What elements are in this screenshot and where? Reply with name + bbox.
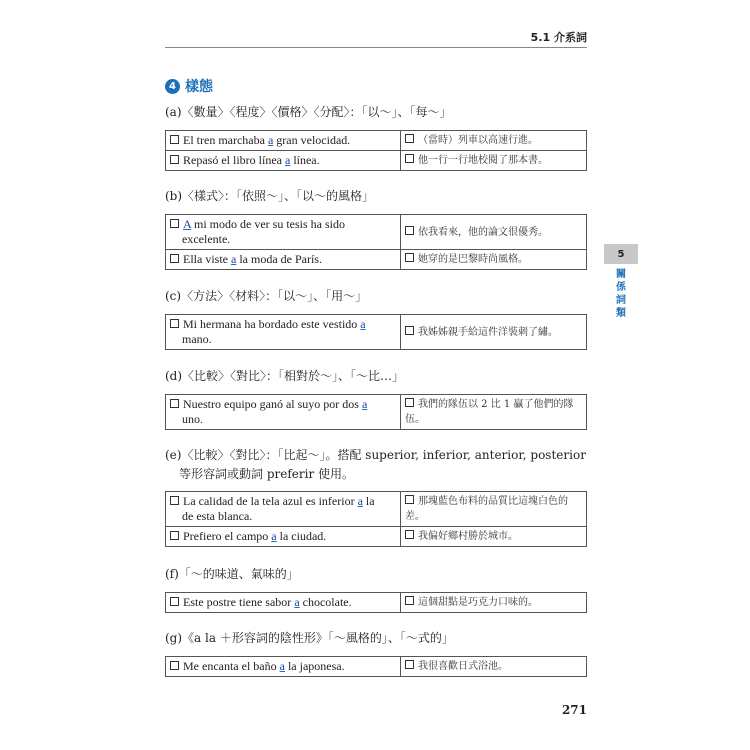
checkbox-icon[interactable] (170, 135, 179, 144)
checkbox-icon[interactable] (170, 399, 179, 408)
example-table-f (165, 592, 587, 613)
highlighted-preposition: a (357, 494, 363, 508)
table-row (166, 250, 587, 270)
group-heading-g: (g)《a la ＋形容詞的陰性形》「～風格的」、「～式的」 (165, 631, 454, 645)
checkbox-icon[interactable] (170, 254, 179, 263)
table-row (166, 151, 587, 171)
group-heading-a: (a)〈數量〉〈程度〉〈價格〉〈分配〉：「以～」、「每～」 (165, 105, 452, 119)
highlighted-preposition: A (183, 217, 192, 231)
checkbox-icon[interactable] (170, 219, 179, 228)
group-heading-c: (c)〈方法〉〈材料〉：「以～」、「用～」 (165, 289, 368, 303)
chinese-translation: （當時）列車以高速行進。 (401, 131, 587, 151)
chinese-translation: 我們的隊伍以 2 比 1 贏了他們的隊伍。 (401, 395, 587, 430)
header-rule (165, 47, 587, 48)
chinese-translation: 這個甜點是巧克力口味的。 (401, 593, 587, 613)
table-row (166, 395, 587, 430)
spanish-example: Prefiero el campo a la ciudad. (166, 527, 401, 547)
checkbox-icon[interactable] (170, 597, 179, 606)
table-row (166, 593, 587, 613)
chinese-translation: 那塊藍色布料的品質比這塊白色的差。 (401, 492, 587, 527)
example-table-a (165, 130, 587, 171)
highlighted-preposition: a (294, 595, 300, 609)
chapter-tab: 5 (604, 244, 638, 264)
example-table-d (165, 394, 587, 430)
checkbox-icon[interactable] (405, 154, 414, 163)
checkbox-icon[interactable] (405, 253, 414, 262)
spanish-example: A mi modo de ver su tesis ha sido excelente. (166, 215, 401, 250)
chinese-translation: 我姊姊親手給這件洋裝刺了繡。 (401, 315, 587, 350)
checkbox-icon[interactable] (170, 661, 179, 670)
spanish-example: Este postre tiene sabor a chocolate. (166, 593, 401, 613)
spanish-example: Me encanta el baño a la japonesa. (166, 657, 401, 677)
group-heading-e: (e)〈比較〉〈對比〉：「比起～」。搭配 superior, inferior, anterior, posterior 等形容詞或動詞 preferir 使用。 (165, 448, 586, 481)
example-table-c (165, 314, 587, 350)
chapter-tab-label: 關係詞類 (616, 269, 626, 319)
table-row (166, 492, 587, 527)
checkbox-icon[interactable] (405, 326, 414, 335)
chinese-translation: 我偏好鄉村勝於城市。 (401, 527, 587, 547)
checkbox-icon[interactable] (170, 155, 179, 164)
spanish-example: Ella viste a la moda de París. (166, 250, 401, 270)
spanish-example: Nuestro equipo ganó al suyo por dos a uno. (166, 395, 401, 430)
group-heading-f: (f)「～的味道、氣味的」 (165, 567, 299, 581)
page-number: 271 (561, 703, 587, 717)
section-heading (165, 76, 213, 96)
checkbox-icon[interactable] (405, 530, 414, 539)
spanish-example: La calidad de la tela azul es inferior a la de esta blanca. (166, 492, 401, 527)
spanish-example: Repasó el libro línea a línea. (166, 151, 401, 171)
spanish-example: Mi hermana ha bordado este vestido a mano. (166, 315, 401, 350)
checkbox-icon[interactable] (405, 596, 414, 605)
highlighted-preposition: a (361, 397, 368, 411)
table-row (166, 657, 587, 677)
checkbox-icon[interactable] (405, 226, 414, 235)
checkbox-icon[interactable] (170, 531, 179, 540)
example-table-g (165, 656, 587, 677)
section-number-badge: 4 (165, 79, 180, 94)
checkbox-icon[interactable] (405, 495, 414, 504)
table-row (166, 527, 587, 547)
highlighted-preposition: a (360, 317, 366, 331)
chinese-translation: 他一行一行地校閱了那本書。 (401, 151, 587, 171)
example-table-e (165, 491, 587, 547)
table-row (166, 215, 587, 250)
checkbox-icon[interactable] (170, 496, 179, 505)
section-title: 樣態 (185, 79, 213, 95)
checkbox-icon[interactable] (405, 134, 414, 143)
highlighted-preposition: a (231, 252, 237, 266)
chinese-translation: 我很喜歡日式浴池。 (401, 657, 587, 677)
chinese-translation: 她穿的是巴黎時尚風格。 (401, 250, 587, 270)
group-heading-d: (d)〈比較〉〈對比〉：「相對於～」、「～比…」 (165, 369, 405, 383)
table-row (166, 131, 587, 151)
example-table-b (165, 214, 587, 270)
highlighted-preposition: a (267, 133, 274, 147)
table-row (166, 315, 587, 350)
running-head: 5.1 介系詞 (530, 31, 587, 44)
checkbox-icon[interactable] (170, 319, 179, 328)
checkbox-icon[interactable] (405, 660, 414, 669)
highlighted-preposition: a (279, 659, 285, 673)
checkbox-icon[interactable] (405, 398, 414, 407)
highlighted-preposition: a (284, 153, 291, 167)
chinese-translation: 依我看來，他的論文很優秀。 (401, 215, 587, 250)
highlighted-preposition: a (271, 529, 277, 543)
spanish-example: El tren marchaba a gran velocidad. (166, 131, 401, 151)
group-heading-b: (b)〈樣式〉：「依照～」、「以～的風格」 (165, 189, 375, 203)
